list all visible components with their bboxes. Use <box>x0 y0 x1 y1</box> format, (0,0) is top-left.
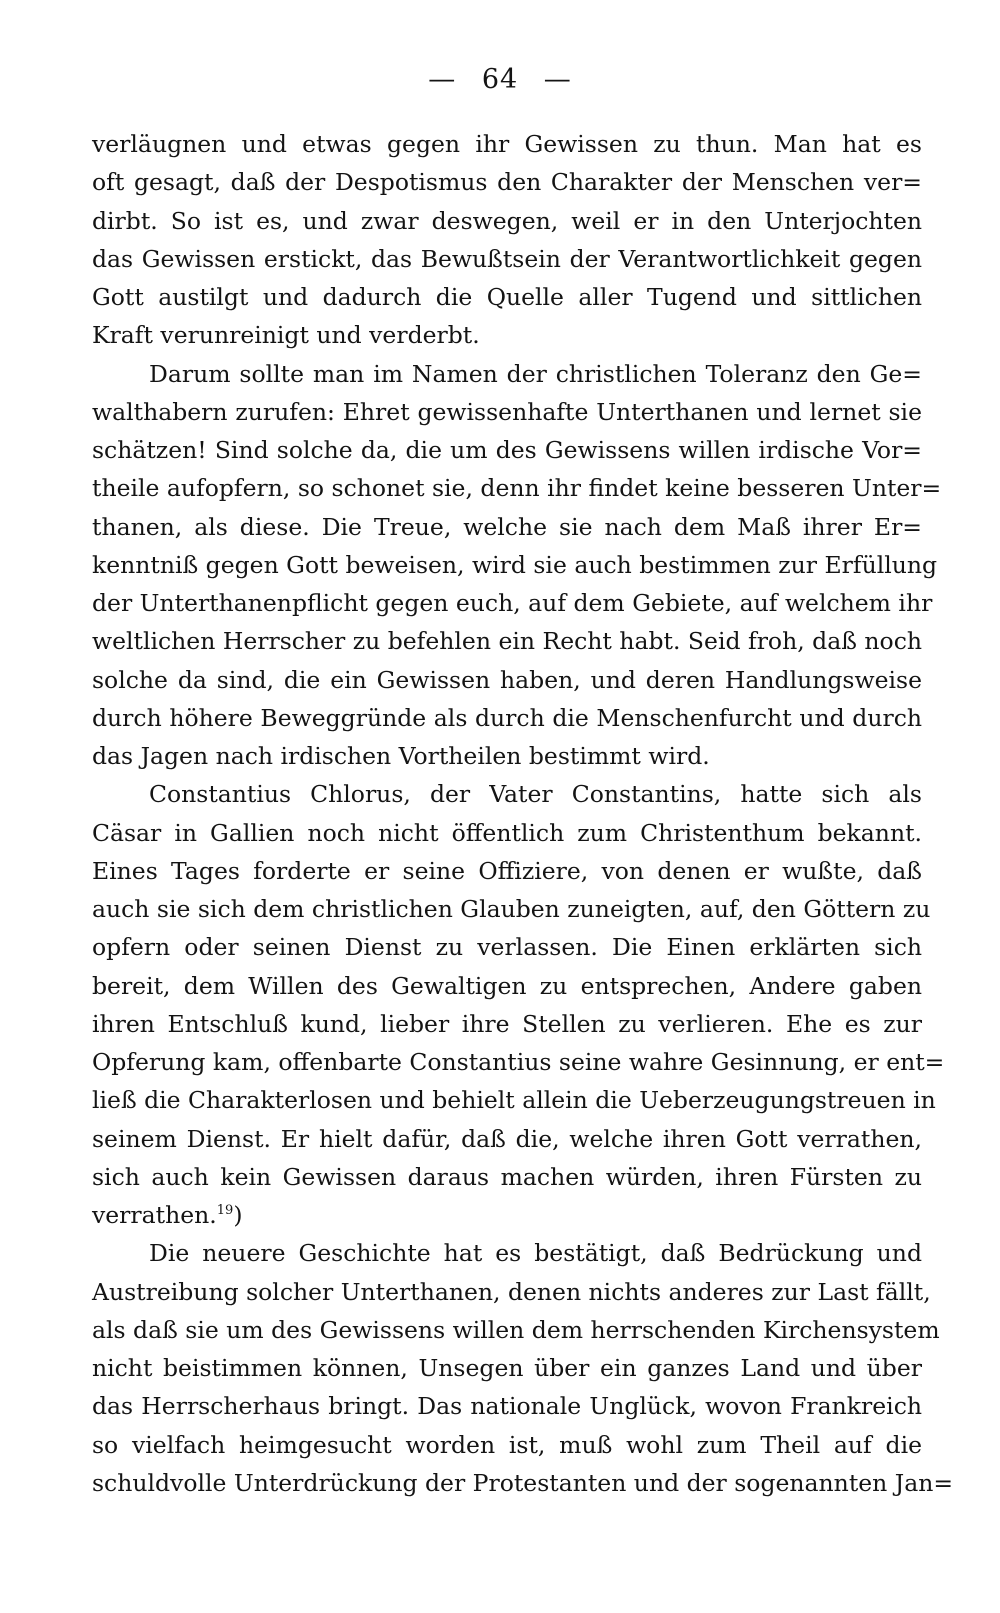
text-line: Kraft verunreinigt und verderbt. <box>92 321 480 350</box>
text-line: das Jagen nach irdischen Vortheilen bestimmt wird. <box>92 742 710 770</box>
text-line: walthabern zurufen: Ehret gewissenhafte Unterthanen und lernet sie <box>92 397 922 426</box>
page-number-header <box>0 60 1000 100</box>
text-line: solche da sind, die ein Gewissen haben, und deren Handlungsweise <box>92 665 922 694</box>
text-line: dirbt. So ist es, und zwar deswegen, weil er in den Unterjochten <box>92 206 922 235</box>
page-number-dash-left: — <box>428 64 457 95</box>
footnote-paren: ) <box>233 1201 243 1229</box>
text-line: das Herrscherhaus bringt. Das nationale Unglück, wovon Frankreich <box>92 1392 922 1421</box>
text-line: oft gesagt, daß der Despotismus den Charakter der Menschen ver= <box>92 168 922 197</box>
page-number: 64 <box>481 64 519 95</box>
text-line-end: verrathen. <box>92 1201 217 1229</box>
text-line: Eines Tages forderte er seine Offiziere, von denen er wußte, daß <box>92 856 922 885</box>
text-line: Opferung kam, offenbarte Constantius seine wahre Gesinnung, er ent= <box>92 1048 945 1076</box>
text-line: auch sie sich dem christlichen Glauben zuneigten, auf, den Göttern zu <box>92 895 931 923</box>
text-line: so vielfach heimgesucht worden ist, muß wohl zum Theil auf die <box>92 1430 922 1459</box>
text-line: thanen, als diese. Die Treue, welche sie nach dem Maß ihrer Er= <box>92 512 922 541</box>
text-line: ihren Entschluß kund, lieber ihre Stellen zu verlieren. Ehe es zur <box>92 1009 922 1038</box>
text-line: seinem Dienst. Er hielt dafür, daß die, welche ihren Gott verrathen, <box>92 1124 922 1153</box>
text-line: Austreibung solcher Unterthanen, denen nichts anderes zur Last fällt, <box>92 1277 931 1306</box>
paragraph-3 <box>92 775 945 1234</box>
text-line: Gott austilgt und dadurch die Quelle aller Tugend und sittlichen <box>92 283 922 311</box>
text-line: das Gewissen erstickt, das Bewußtsein der Verantwortlichkeit gegen <box>92 244 922 273</box>
text-line: opfern oder seinen Dienst zu verlassen. Die Einen erklärten sich <box>92 933 922 962</box>
text-line: Darum sollte man im Namen der christlichen Toleranz den Ge= <box>149 359 922 388</box>
text-line: bereit, dem Willen des Gewaltigen zu entsprechen, Andere gaben <box>92 971 922 1000</box>
text-line-with-footnote <box>92 1196 922 1234</box>
text-line: verläugnen und etwas gegen ihr Gewissen zu thun. Man hat es <box>92 130 922 158</box>
paragraph-4 <box>92 1234 954 1502</box>
text-line: als daß sie um des Gewissens willen dem herrschenden Kirchensystem <box>92 1315 940 1344</box>
text-line: schätzen! Sind solche da, die um des Gewissens willen irdische Vor= <box>92 436 922 464</box>
text-line: kenntniß gegen Gott beweisen, wird sie auch bestimmen zur Erfüllung <box>92 550 938 579</box>
text-line: Cäsar in Gallien noch nicht öffentlich zum Christenthum bekannt. <box>92 818 922 847</box>
paragraph-1 <box>92 125 922 355</box>
text-line: der Unterthanenpflicht gegen euch, auf dem Gebiete, auf welchem ihr <box>92 589 933 617</box>
text-line: Constantius Chlorus, der Vater Constantins, hatte sich als <box>149 780 922 809</box>
text-line: schuldvolle Unterdrückung der Protestanten und der sogenannten Jan= <box>92 1468 954 1497</box>
paragraph-2 <box>92 355 942 776</box>
text-line: durch höhere Beweggründe als durch die Menschenfurcht und durch <box>92 703 922 732</box>
page-number-dash-right: — <box>543 64 572 95</box>
text-line: sich auch kein Gewissen daraus machen würden, ihren Fürsten zu <box>92 1162 922 1191</box>
footnote-reference[interactable]: 19 <box>216 1203 234 1218</box>
text-line: ließ die Charakterlosen und behielt allein die Ueberzeugungstreuen in <box>92 1086 936 1115</box>
body-text <box>92 125 954 1502</box>
text-line: theile aufopfern, so schonet sie, denn ihr findet keine besseren Unter= <box>92 474 942 503</box>
text-line: weltlichen Herrscher zu befehlen ein Recht habt. Seid froh, daß noch <box>92 627 922 656</box>
text-line: Die neuere Geschichte hat es bestätigt, daß Bedrückung und <box>149 1239 922 1268</box>
text-line: nicht beistimmen können, Unsegen über ein ganzes Land und über <box>92 1354 922 1382</box>
